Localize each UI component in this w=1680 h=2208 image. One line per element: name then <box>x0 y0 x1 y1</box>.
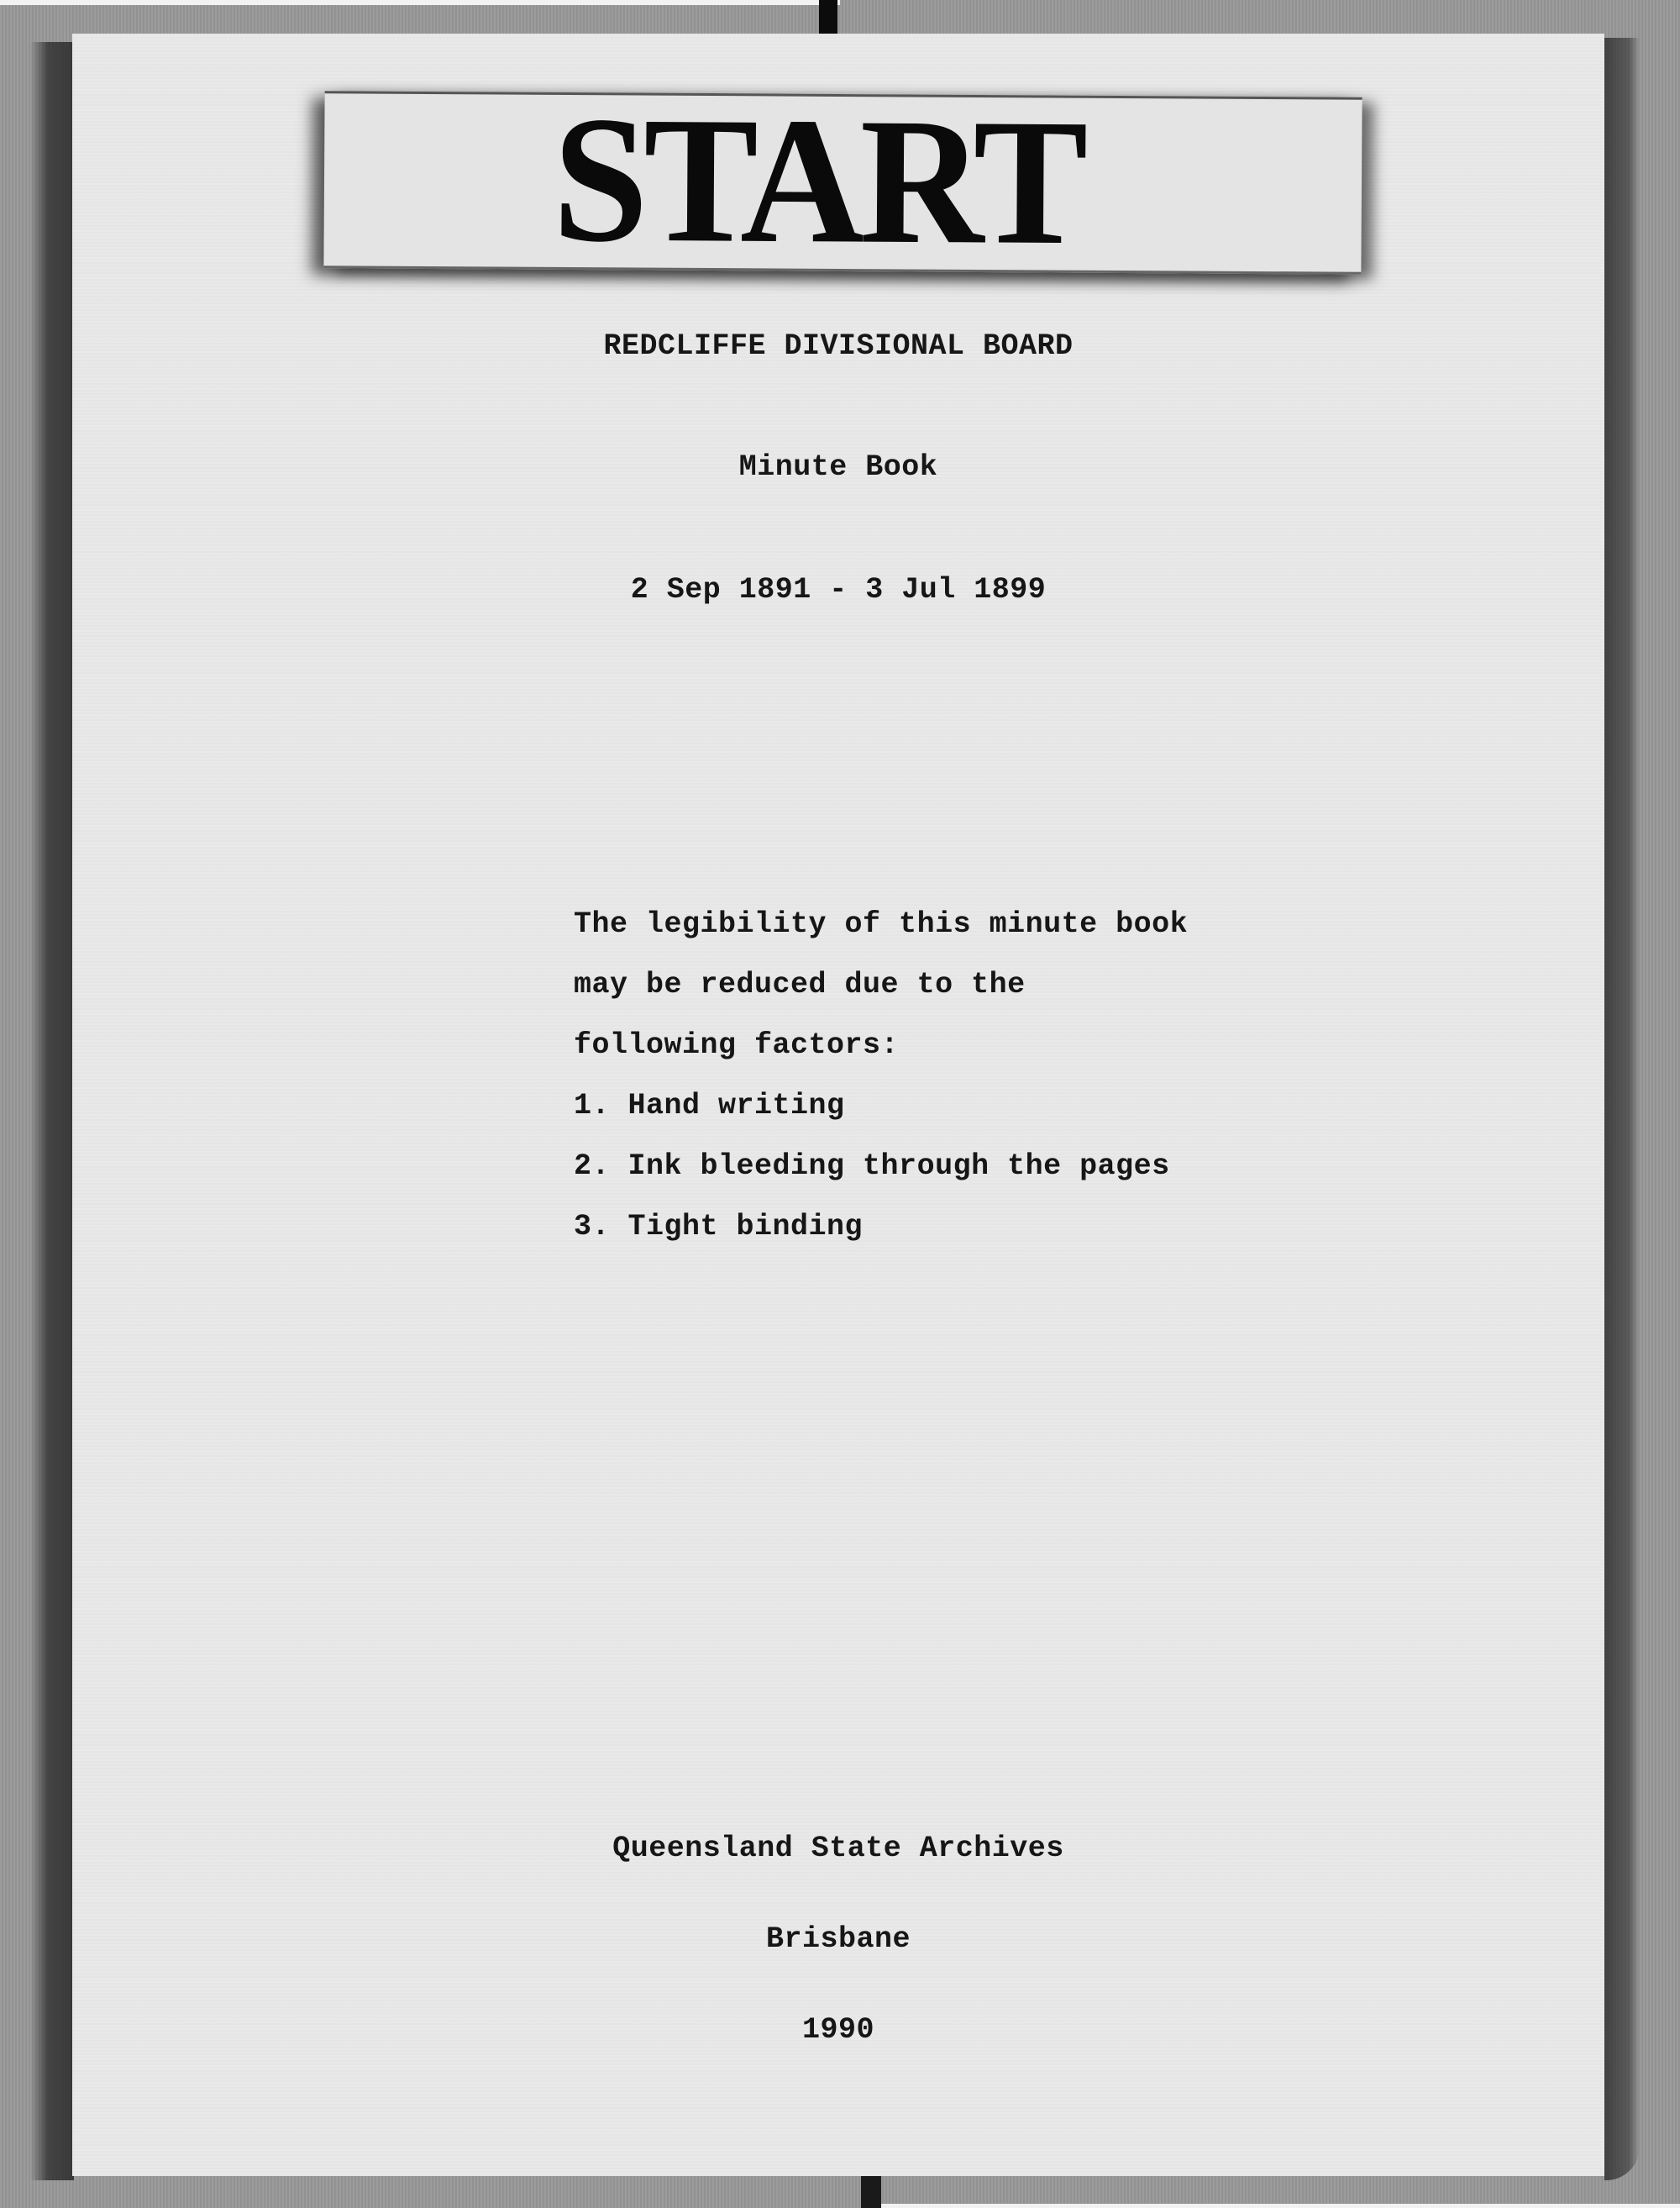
archive-city: Brisbane <box>765 1922 911 1956</box>
document-page <box>72 34 1604 2176</box>
factor-item-2: 2. Ink bleeding through the pages <box>574 1149 1170 1183</box>
notice-line-3: following factors: <box>574 1028 900 1062</box>
factor-item-1: 1. Hand writing <box>574 1089 845 1122</box>
page-shadow-right <box>1604 38 1640 2180</box>
page-shadow-left <box>30 42 74 2180</box>
scan-edge-top <box>0 0 840 5</box>
document-type: Minute Book <box>738 450 938 484</box>
alignment-marker-bottom <box>861 2176 881 2208</box>
start-label-text: START <box>552 79 1084 283</box>
factor-item-3: 3. Tight binding <box>574 1210 864 1243</box>
archive-year: 1990 <box>801 2013 874 2047</box>
notice-line-1: The legibility of this minute book <box>574 907 1189 941</box>
notice-line-2: may be reduced due to the <box>574 968 1026 1001</box>
date-range: 2 Sep 1891 - 3 Jul 1899 <box>630 573 1047 607</box>
archive-name: Queensland State Archives <box>612 1832 1064 1865</box>
start-label <box>323 79 1362 283</box>
organization-title: REDCLIFFE DIVISIONAL BOARD <box>603 329 1074 363</box>
alignment-marker-top <box>819 0 837 35</box>
scan-edge-bottom <box>865 2204 1680 2208</box>
